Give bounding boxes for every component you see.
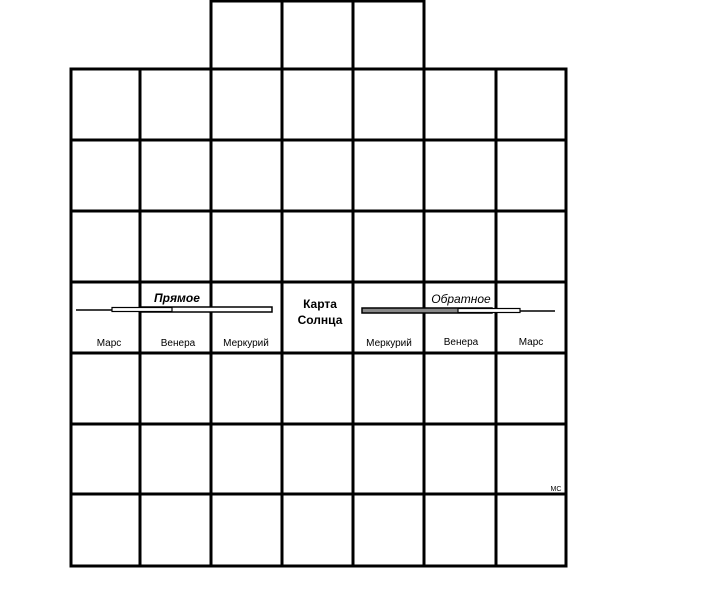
reverse-label: Обратное — [431, 292, 491, 306]
direct-label: Прямое — [154, 291, 200, 305]
center-title-line2: Солнца — [297, 313, 343, 327]
reverse-arrow — [362, 308, 555, 313]
planet-label-right-mars: Марс — [518, 337, 544, 348]
planet-label-left-mercury: Меркурий — [223, 338, 269, 349]
grid-lines — [71, 1, 566, 566]
direct-arrow — [76, 307, 272, 312]
mc-corner-mark: МС — [550, 486, 562, 493]
planet-label-right-mercury: Меркурий — [366, 338, 412, 349]
planet-label-right-venus: Венера — [443, 337, 479, 348]
center-title-line1: Карта — [303, 297, 337, 311]
planet-label-left-mars: Марс — [96, 338, 122, 349]
planet-label-left-venus: Венера — [160, 338, 196, 349]
